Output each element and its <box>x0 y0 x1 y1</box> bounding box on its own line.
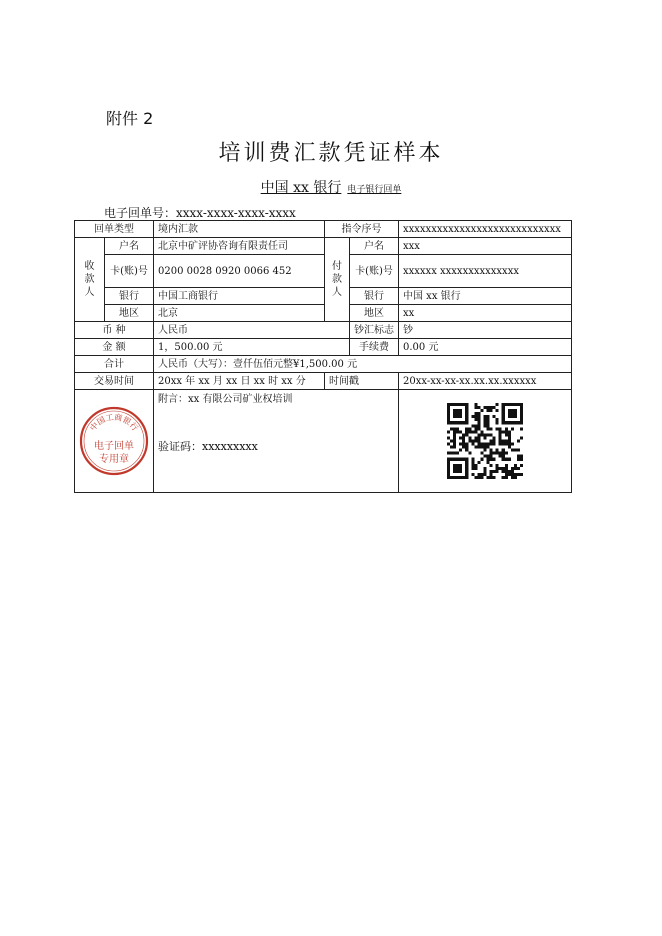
payee-name-label: 户名 <box>105 238 154 255</box>
total-value: 人民币（大写）：壹仟伍佰元整¥1,500.00 元 <box>154 356 572 373</box>
table-row <box>75 288 572 305</box>
table-row <box>75 390 572 493</box>
table-row <box>75 238 572 255</box>
qr-code-icon <box>447 403 523 479</box>
payer-region-value: xx <box>399 305 572 322</box>
cash-flag-label: 钞汇标志 <box>350 322 399 339</box>
receipt-type-value: 境内汇款 <box>154 221 325 238</box>
amount-label: 金 额 <box>75 339 154 356</box>
payee-bank-label: 银行 <box>105 288 154 305</box>
table-row <box>75 322 572 339</box>
payee-name-value: 北京中矿评协咨询有限责任司 <box>154 238 325 255</box>
attachment-label: 附件 2 <box>106 109 154 128</box>
remark-cell <box>154 390 399 493</box>
payer-label <box>325 238 350 322</box>
payee-account-label: 卡(账)号 <box>105 255 154 288</box>
payer-name-label: 户名 <box>350 238 399 255</box>
bank-header <box>0 177 662 197</box>
payer-account-value: xxxxxx xxxxxxxxxxxxxx <box>399 255 572 288</box>
table-row <box>75 305 572 322</box>
svg-text:专用章: 专用章 <box>99 454 129 465</box>
payee-bank-value: 中国工商银行 <box>154 288 325 305</box>
bank-subtitle: 电子银行回单 <box>347 185 402 195</box>
trade-time-label: 交易时间 <box>75 373 154 390</box>
fee-value: 0.00 元 <box>399 339 572 356</box>
instruction-no-value: xxxxxxxxxxxxxxxxxxxxxxxxxxxx <box>399 221 572 238</box>
bank-seal <box>78 405 150 477</box>
svg-text:电子回单: 电子回单 <box>94 441 134 452</box>
verification-code: 验证码：xxxxxxxxx <box>158 440 258 453</box>
receipt-number: 电子回单号：xxxx-xxxx-xxxx-xxxx <box>104 206 296 220</box>
timestamp-value: 20xx-xx-xx-xx.xx.xx.xxxxxx <box>399 373 572 390</box>
currency-value: 人民币 <box>154 322 350 339</box>
payer-name-value: xxx <box>399 238 572 255</box>
payer-account-label: 卡(账)号 <box>350 255 399 288</box>
stamp-cell <box>75 390 154 493</box>
payee-label-text: 收 款 人 <box>84 261 95 298</box>
payee-region-value: 北京 <box>154 305 325 322</box>
trade-time-value: 20xx 年 xx 月 xx 日 xx 时 xx 分 <box>154 373 325 390</box>
table-row <box>75 356 572 373</box>
payer-region-label: 地区 <box>350 305 399 322</box>
table-row <box>75 339 572 356</box>
table-row <box>75 221 572 238</box>
currency-label: 币 种 <box>75 322 154 339</box>
table-row <box>75 373 572 390</box>
cash-flag-value: 钞 <box>399 322 572 339</box>
timestamp-label: 时间戳 <box>325 373 399 390</box>
bank-name: 中国 xx 银行 <box>260 180 342 196</box>
qr-cell <box>399 390 572 493</box>
table-row <box>75 255 572 288</box>
fee-label: 手续费 <box>350 339 399 356</box>
payer-bank-value: 中国 xx 银行 <box>399 288 572 305</box>
instruction-no-label: 指令序号 <box>325 221 399 238</box>
voucher-table <box>74 220 572 493</box>
payer-bank-label: 银行 <box>350 288 399 305</box>
total-label: 合计 <box>75 356 154 373</box>
payer-label-text: 付 款 人 <box>332 261 342 298</box>
receipt-type-label: 回单类型 <box>75 221 154 238</box>
payee-account-value: 0200 0028 0920 0066 452 <box>154 255 325 288</box>
payee-label <box>75 238 105 322</box>
remark-text: 附言：xx 有限公司矿业权培训 <box>158 394 293 405</box>
payee-region-label: 地区 <box>105 305 154 322</box>
page-title: 培训费汇款凭证样本 <box>218 141 444 166</box>
svg-text:中国工商银行: 中国工商银行 <box>88 412 140 433</box>
amount-value: 1，500.00 元 <box>154 339 350 356</box>
